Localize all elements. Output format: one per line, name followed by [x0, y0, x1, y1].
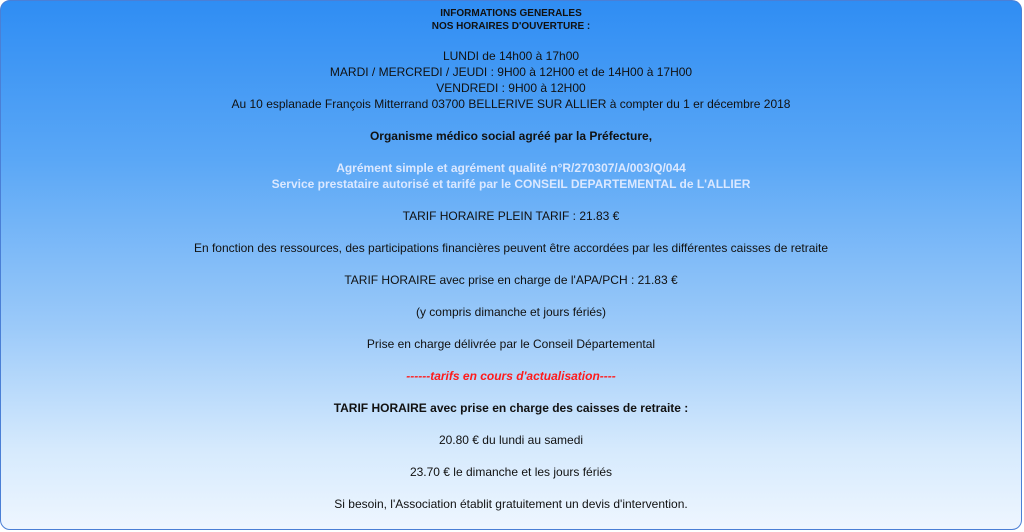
hours-monday: LUNDI de 14h00 à 17h00 — [442, 49, 580, 63]
ressources-note: En fonction des ressources, des participations financières peuvent être accordées par les différentes caisses de retraite — [193, 241, 829, 255]
service-authorization: Service prestataire autorisé et tarifé par le CONSEIL DEPARTEMENTAL de L'ALLIER — [271, 177, 751, 191]
caisses-tarif-title: TARIF HORAIRE avec prise en charge des caisses de retraite : — [333, 401, 689, 415]
address: Au 10 esplanade François Mitterrand 03700 BELLERIVE SUR ALLIER à compter du 1 er décembre 2018 — [231, 97, 791, 111]
organisme-statement: Organisme médico social agréé par la Préfecture, — [369, 129, 653, 143]
hours-heading: NOS HORAIRES D'OUVERTURE : — [431, 21, 591, 32]
info-title: INFORMATIONS GENERALES — [440, 8, 582, 19]
agrement-line: Agrément simple et agrément qualité n°R/270307/A/003/Q/044 — [336, 161, 686, 175]
dimanche-note: (y compris dimanche et jours fériés) — [415, 305, 607, 319]
actualisation-warning: ------tarifs en cours d'actualisation---- — [406, 369, 616, 383]
hours-tue-thu: MARDI / MERCREDI / JEUDI : 9H00 à 12H00 et de 14H00 à 17H00 — [329, 65, 693, 79]
devis-note: Si besoin, l'Association établit gratuitement un devis d'intervention. — [334, 497, 688, 511]
tarif-plein: TARIF HORAIRE PLEIN TARIF : 21.83 € — [402, 209, 620, 223]
hours-friday: VENDREDI : 9H00 à 12H00 — [436, 81, 586, 95]
tarif-weekend: 23.70 € le dimanche et les jours fériés — [409, 465, 613, 479]
tarif-semaine: 20.80 € du lundi au samedi — [438, 433, 584, 447]
conseil-note: Prise en charge délivrée par le Conseil Départemental — [366, 337, 656, 351]
tarif-apa: TARIF HORAIRE avec prise en charge de l'APA/PCH : 21.83 € — [344, 273, 678, 287]
